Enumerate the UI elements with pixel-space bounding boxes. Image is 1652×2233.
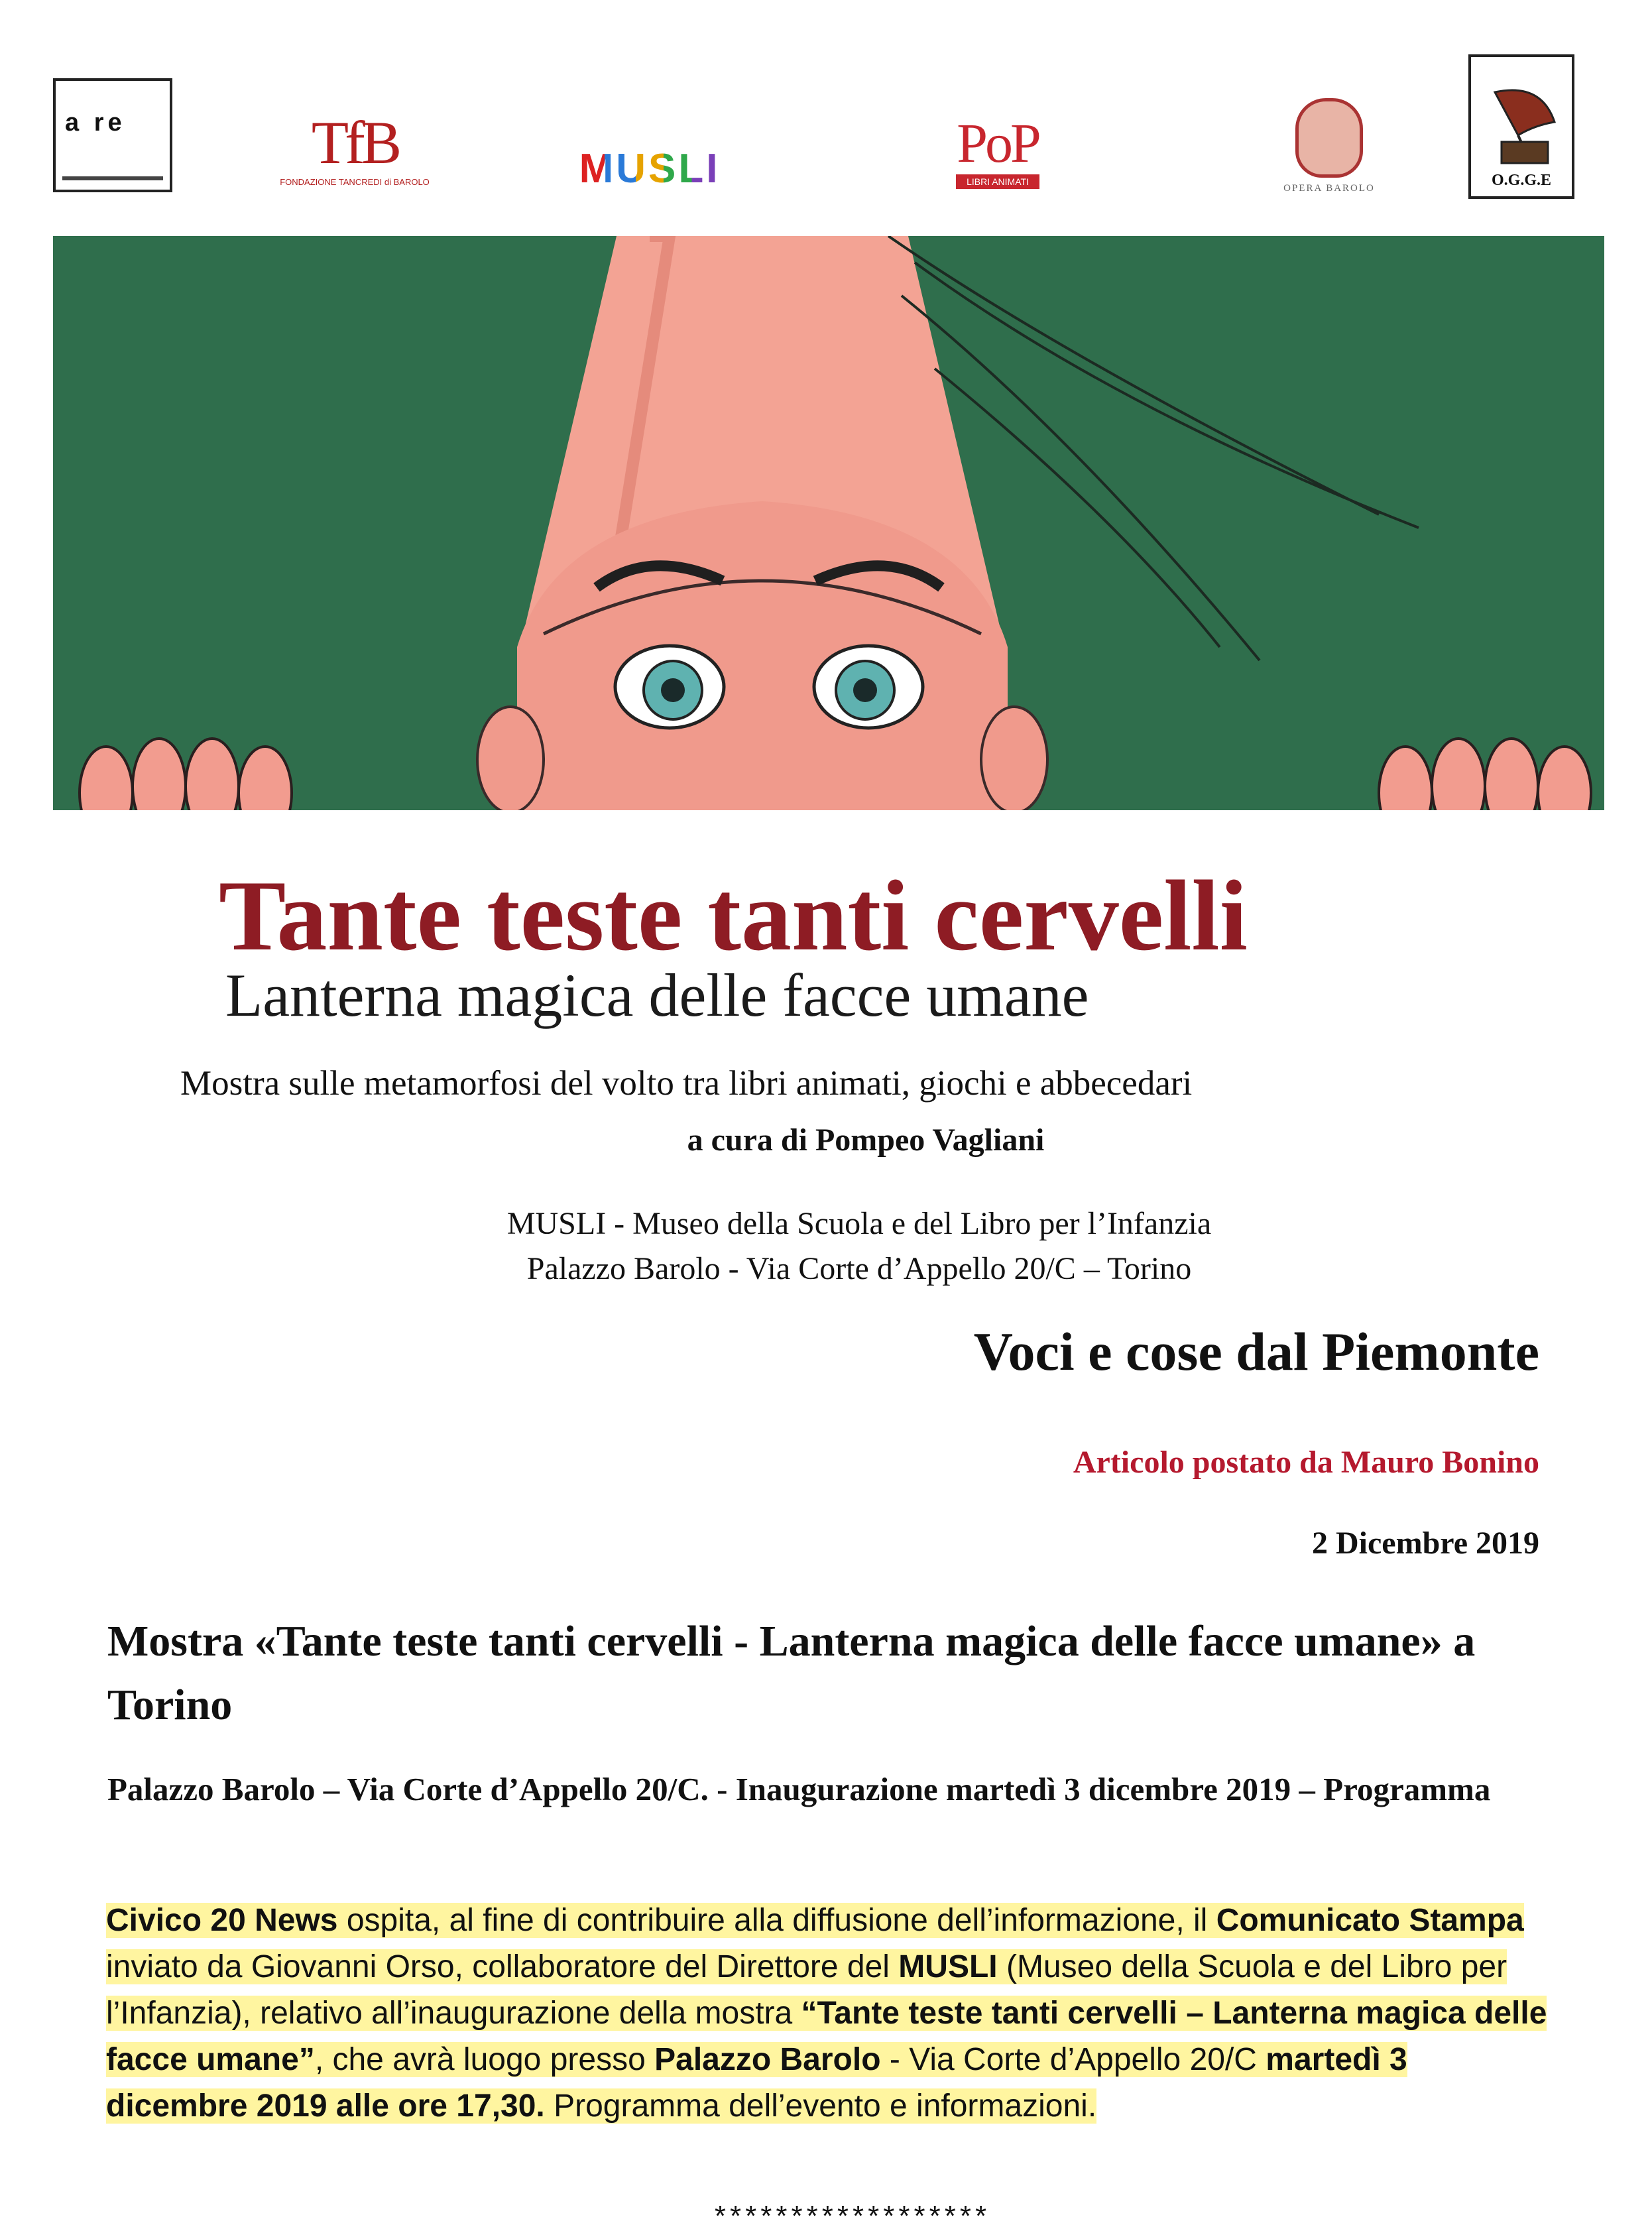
body-text-2: ospita, al fine di contribuire alla diffusione dell’informazione, il: [337, 1903, 1216, 1938]
aiore-logo-bar: [62, 176, 163, 180]
article-date: 2 Dicembre 2019: [1311, 1526, 1539, 1561]
body-bold-7: “Tante teste tanti cervelli – Lanterna magica delle facce umane”: [106, 1996, 1547, 2077]
exhibition-title: Tante teste tanti cervelli: [219, 860, 1248, 971]
tfb-logo-mark: TfB: [311, 108, 398, 176]
pop-logo-mark: PoP: [957, 113, 1039, 174]
pop-logo-caption: LIBRI ANIMATI: [956, 174, 1039, 189]
musli-logo: [567, 147, 733, 191]
opera-barolo-logo: [1263, 93, 1395, 199]
body-bold-11: martedì 3 dicembre 2019 alle ore 17,30.: [106, 2042, 1407, 2124]
article-author: Articolo postato da Mauro Bonino: [1073, 1445, 1539, 1480]
body-text-8: , che avrà luogo presso: [314, 2042, 655, 2077]
exhibition-subtitle: Lanterna magica delle facce umane: [225, 961, 1089, 1029]
aiore-logo-text: a re: [65, 109, 126, 137]
body-bold-5: MUSLI: [898, 1949, 998, 1984]
aiore-logo: [53, 78, 172, 192]
tfb-logo-caption: FONDAZIONE TANCREDI di BAROLO: [280, 176, 430, 187]
article-body: [106, 1898, 1551, 2130]
poster-illustration: [53, 236, 1604, 813]
body-bold-9: Palazzo Barolo: [654, 2042, 881, 2077]
body-bold-3: Comunicato Stampa: [1216, 1903, 1524, 1938]
ogge-logo-caption: O.G.G.E: [1491, 172, 1551, 189]
separator-stars: ******************: [714, 2200, 991, 2232]
curator-line: a cura di Pompeo Vagliani: [687, 1122, 1045, 1158]
musli-logo-mark: MUSLI: [579, 146, 721, 192]
body-text-4: inviato da Giovanni Orso, collaboratore del Direttore del: [106, 1949, 899, 1984]
body-text-12: Programma dell’evento e informazioni.: [544, 2088, 1097, 2124]
venue-address: Palazzo Barolo - Via Corte d’Appello 20/C – Torino: [526, 1251, 1192, 1286]
crest-icon: [1295, 98, 1363, 178]
pop-app-logo: [928, 106, 1067, 199]
article-headline: Mostra «Tante teste tanti cervelli - Lanterna magica delle facce umane» a Torino: [107, 1617, 1476, 1729]
article-subhead: Palazzo Barolo – Via Corte d’Appello 20/C. - Inaugurazione martedì 3 dicembre 2019 – Programma: [107, 1771, 1491, 1807]
highlighted-paragraph: [106, 1903, 1547, 2124]
body-text-6: (Museo della Scuola e del Libro per l’Infanzia), relativo all’inaugurazione della mostra: [106, 1949, 1507, 2031]
ogge-logo: [1468, 54, 1574, 199]
body-text-10: - Via Corte d’Appello 20/C: [880, 2042, 1266, 2077]
exhibition-description: Mostra sulle metamorfosi del volto tra libri animati, giochi e abbecedari: [180, 1064, 1193, 1103]
gramophone-icon: [1482, 86, 1561, 172]
tfb-logo: [259, 99, 451, 199]
section-title: Voci e cose dal Piemonte: [973, 1321, 1539, 1382]
opera-barolo-caption: OPERA BAROLO: [1283, 182, 1375, 194]
body-bold-1: Civico 20 News: [106, 1903, 338, 1938]
venue-museum: MUSLI - Museo della Scuola e del Libro per l’Infanzia: [506, 1206, 1212, 1241]
